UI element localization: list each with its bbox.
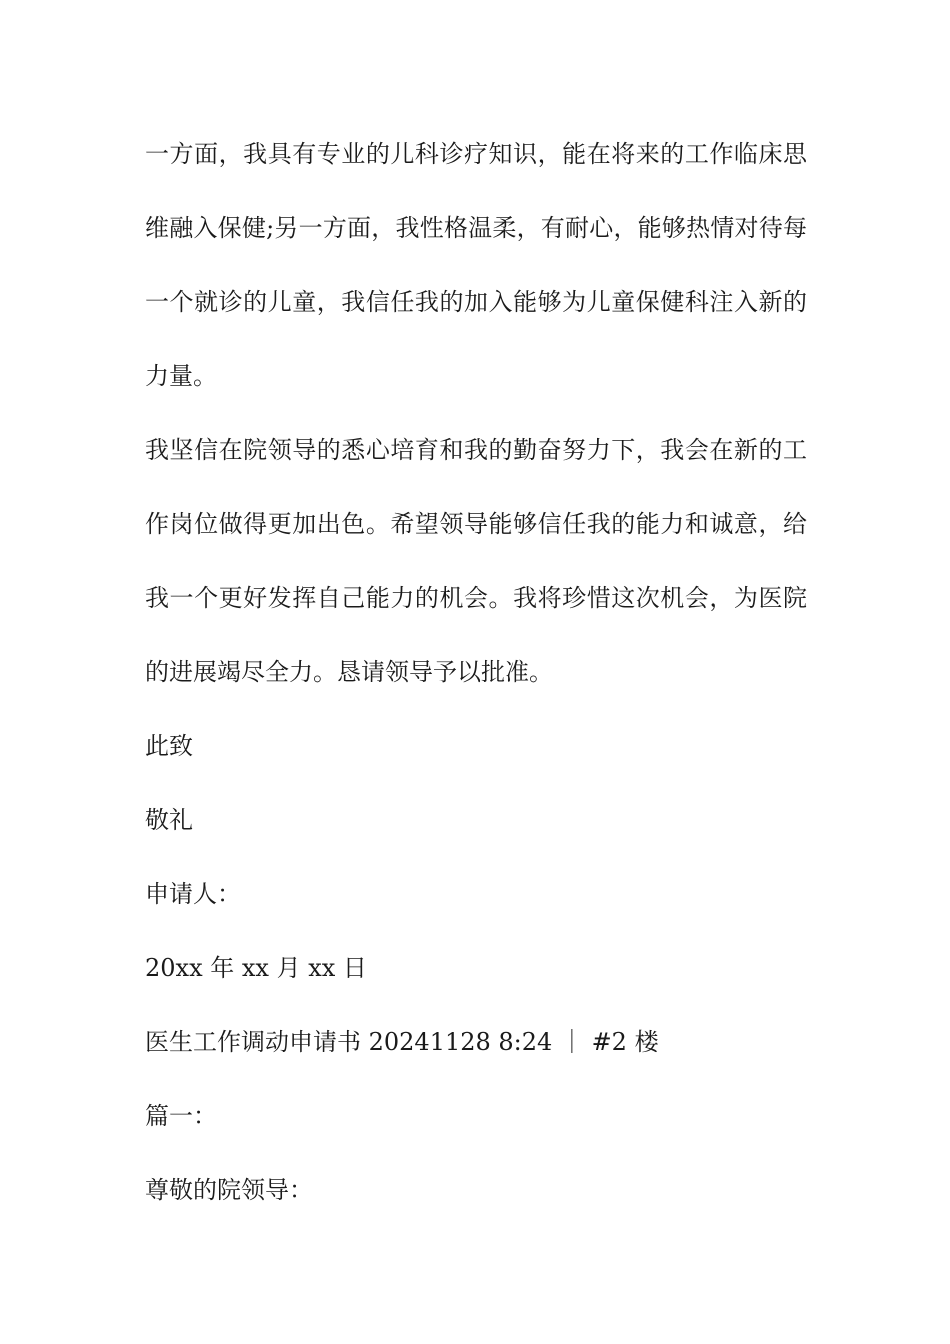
paragraph-line: 力量。 (145, 362, 217, 390)
section-label: 篇一： (145, 1102, 217, 1130)
paragraph-line: 我坚信在院领导的悉心培育和我的勤奋努力下，我会在新的工 (145, 436, 807, 464)
paragraph-line: 我一个更好发挥自己能力的机会。我将珍惜这次机会，为医院 (145, 584, 807, 612)
paragraph-line: 一个就诊的儿童，我信任我的加入能够为儿童保健科注入新的 (145, 288, 807, 316)
closing-line: 此致 (145, 732, 193, 760)
paragraph-line: 一方面，我具有专业的儿科诊疗知识，能在将来的工作临床思 (145, 140, 807, 168)
closing-line: 敬礼 (145, 806, 193, 834)
salutation: 尊敬的院领导： (145, 1176, 313, 1204)
post-header: 医生工作调动申请书 20241128 8:24 ｜ #2 楼 (145, 1028, 659, 1056)
paragraph-line: 作岗位做得更加出色。希望领导能够信任我的能力和诚意，给 (145, 510, 807, 538)
date-line: 20xx 年 xx 月 xx 日 (145, 954, 367, 982)
document-body (145, 130, 807, 1240)
paragraph-line: 维融入保健;另一方面，我性格温柔，有耐心，能够热情对待每 (145, 214, 807, 242)
applicant-label: 申请人： (145, 880, 241, 908)
paragraph-line: 的进展竭尽全力。恳请领导予以批准。 (145, 658, 553, 686)
